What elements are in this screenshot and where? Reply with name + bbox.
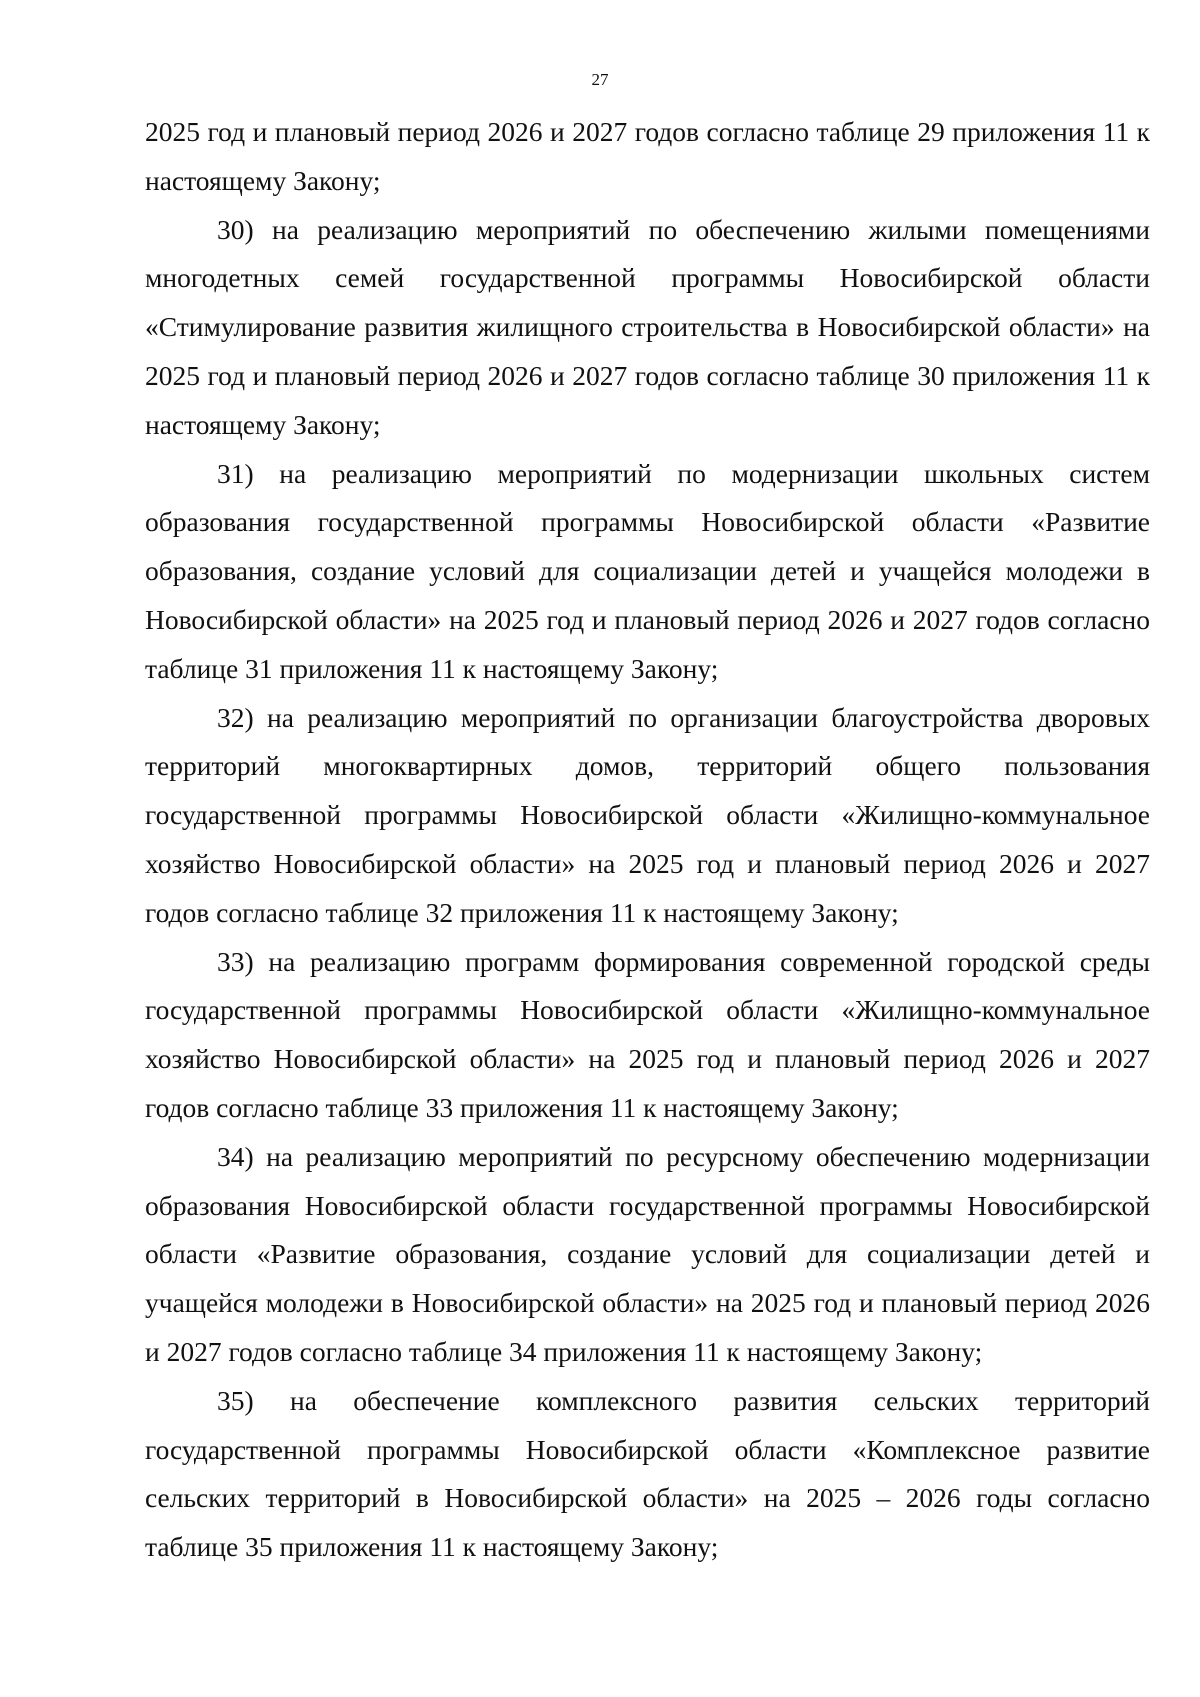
item-number: 33) xyxy=(217,945,254,977)
list-item-33 xyxy=(145,938,1150,1133)
page-number: 27 xyxy=(591,70,609,89)
item-text: на реализацию мероприятий по модернизации школьных систем образования государственной программы Новосибирской области «Развитие образования, создание условий для социализации детей и учащейся молодежи в Новосибирской области» на 2025 год и плановый период 2026 и 2027 годов согласно таблице 31 приложения 11 к настоящему Закону; xyxy=(145,457,1150,684)
item-text: на реализацию мероприятий по ресурсному обеспечению модернизации образования Новосибирской области государственной программы Новосибирской области «Развитие образования, создание условий для социализации детей и учащейся молодежи в Новосибирской области» на 2025 год и плановый период 2026 и 2027 годов согласно таблице 34 приложения 11 к настоящему Закону; xyxy=(145,1140,1151,1367)
list-item-31 xyxy=(145,450,1150,694)
item-number: 30) xyxy=(217,213,254,245)
item-number: 31) xyxy=(217,457,254,489)
item-number: 34) xyxy=(217,1140,254,1172)
list-item-32 xyxy=(145,694,1150,938)
item-text: на реализацию мероприятий по организации благоустройства дворовых территорий многоквартирных домов, территорий общего пользования государственной программы Новосибирской области «Жилищно-коммунальное хозяйство Новосибирской области» на 2025 год и плановый период 2026 и 2027 годов согласно таблице 32 приложения 11 к настоящему Закону; xyxy=(145,701,1151,928)
document-body xyxy=(145,108,1150,1572)
item-text: на обеспечение комплексного развития сельских территорий государственной программы Новосибирской области «Комплексное развитие сельских территорий в Новосибирской области» на 2025 – 2026 годы согласно таблице 35 приложения 11 к настоящему Закону; xyxy=(145,1384,1150,1563)
item-text: на реализацию программ формирования современной городской среды государственной программы Новосибирской области «Жилищно-коммунальное хозяйство Новосибирской области» на 2025 год и плановый период 2026 и 2027 годов согласно таблице 33 приложения 11 к настоящему Закону; xyxy=(145,945,1150,1123)
list-item-34 xyxy=(145,1133,1150,1377)
item-text: на реализацию мероприятий по обеспечению жилыми помещениями многодетных семей государственной программы Новосибирской области «Стимулирование развития жилищного строительства в Новосибирской области» на 2025 год и плановый период 2026 и 2027 годов согласно таблице 30 приложения 11 к настоящему Закону; xyxy=(145,213,1151,440)
item-number: 35) xyxy=(217,1384,254,1416)
item-number: 32) xyxy=(217,701,254,733)
continuation-paragraph: 2025 год и плановый период 2026 и 2027 годов согласно таблице 29 приложения 11 к настоящему Закону; xyxy=(145,116,1150,196)
list-item-30 xyxy=(145,206,1150,450)
list-item-35 xyxy=(145,1377,1150,1572)
